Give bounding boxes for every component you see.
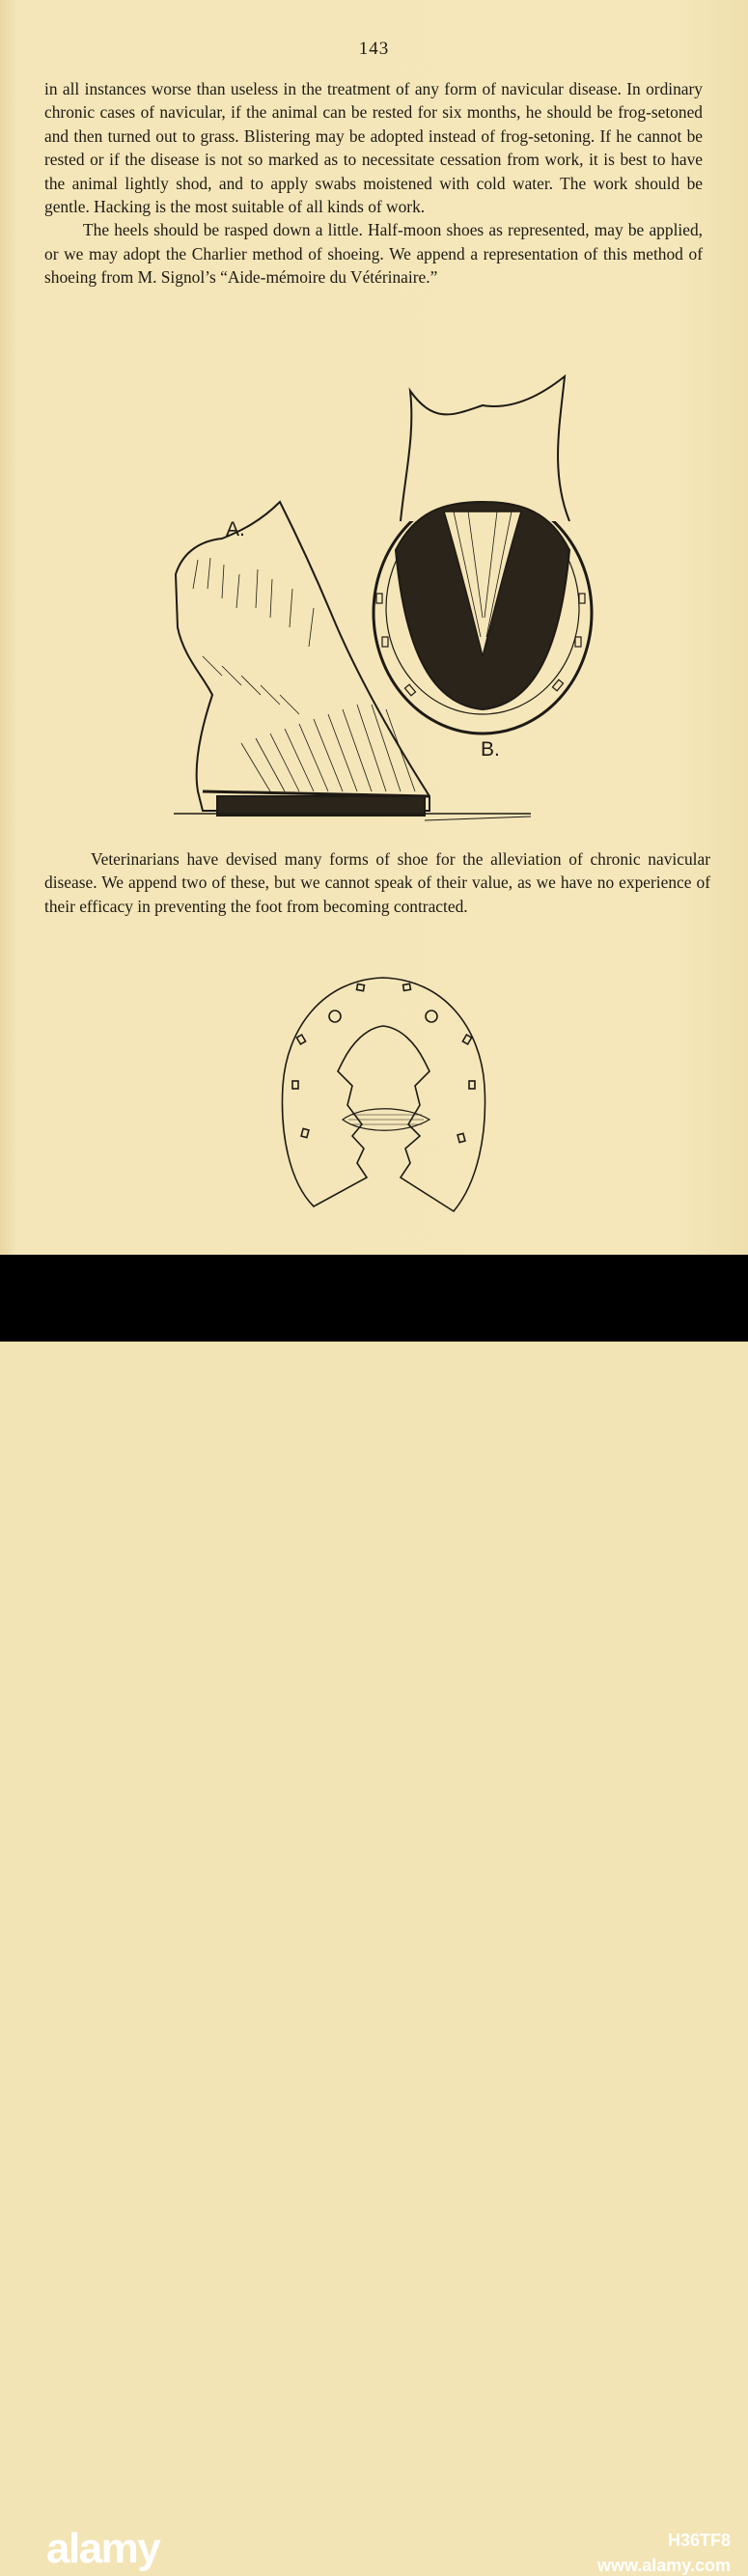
watermark-footer: [0, 1255, 748, 2575]
watermark-image-id: H36TF8: [667, 2531, 731, 2550]
horseshoe-outline: [282, 978, 485, 1211]
paragraph-3: Veterinarians have devised many forms of shoe for the alleviation of chronic navicular disease. We append two of these, but we cannot speak of their value, as we have no experience of their efficacy in preventing the foot from becoming contracted.: [44, 849, 710, 916]
figure-label-b: B.: [481, 738, 500, 761]
paragraph-1: in all instances worse than useless in the treatment of any form of navicular disease. In ordinary chronic cases of navicular, if the animal can be rested for six months, he should be frog-setoned and then turned out to grass. Blistering may be adopted instead of frog-setoning. If he cannot be rested or if the disease is not so marked as to necessitate cessation from work, it is best to have the animal lightly shod, and to apply swabs moistened with cold water. The work should be gentle. Hacking is the most suitable of all kinds of work.: [44, 79, 703, 217]
book-page: [0, 0, 748, 1255]
hoof-sole-view: [374, 376, 592, 734]
watermark-site: www.alamy.com: [596, 2556, 731, 2575]
figure-label-a: A.: [226, 518, 245, 540]
watermark-logo: alamy: [46, 2525, 160, 2572]
horseshoe-illustration: [275, 970, 492, 1226]
page-number: 143: [358, 39, 390, 59]
text-block-middle: [44, 847, 710, 918]
paragraph-2: The heels should be rasped down a little. Half-moon shoes as represented, may be applied, or we may adopt the Charlier method of shoeing. We append a representation of this method of shoeing from M. Signol’s “Aide-mémoire du Vétérinaire.”: [44, 220, 703, 288]
hoof-illustration: [164, 367, 608, 840]
text-block-top: [44, 77, 703, 290]
